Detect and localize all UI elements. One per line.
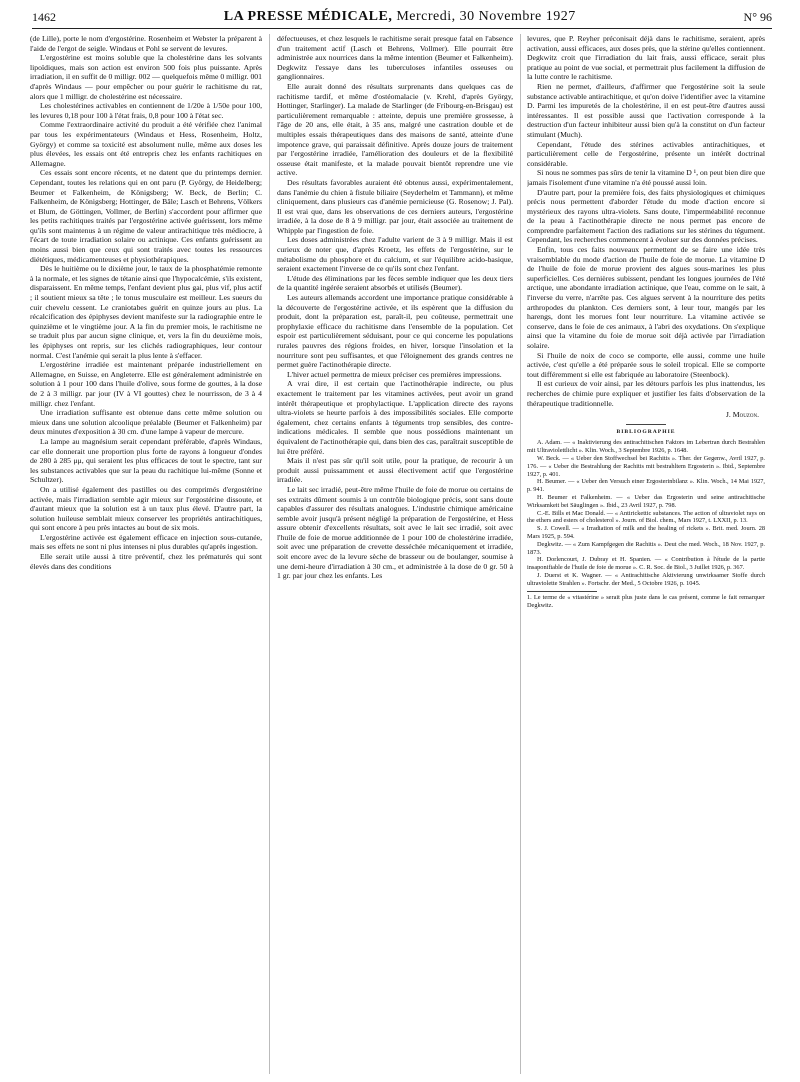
bibliography-entry: C.-E. Bills et Mac Donald. — « Antirickettic substances. The action of ultraviolet rays on the ethers and esters of cholesterol ». Journ. of Biol. chem., Mars 1927, t. LXXII, p. 13. [527, 509, 765, 525]
paragraph: levures, que P. Reyher préconisait déjà dans le rachitisme, seraient, après activation, aussi efficaces, aux doses près, que la stérine qu'elles contiennent. Degkwitz croit que l'irradiation du lait frais, aussi efficace, serait plus pratique au point de vue social, et permettrait plus facilement la diffusion de la lutte contre le rachitisme. [527, 34, 765, 82]
paragraph: Mais il n'est pas sûr qu'il soit utile, pour la pratique, de recourir à un produit aussi puissamment et aussi électivement actif que l'ergostérine irradiée. [277, 456, 513, 485]
paragraph: On a utilisé également des pastilles ou des comprimés d'ergostérine activée, mais l'irradiation semble agir mieux sur l'ergostérine dissoute, et d'autant mieux que la solution est à un taux plus élevé. D'autre part, la solution huileuse semblait mieux conserver les propriétés antirachitiques, qui sont encore à peu près intactes au bout de six mois. [30, 484, 262, 533]
paragraph: L'hiver actuel permettra de mieux préciser ces premières impressions. [287, 369, 502, 379]
paragraph: L'étude des éliminations par les fèces semble indiquer que les deux tiers de la quantité ingérée seraient absorbés et utilisés (Beumer). [277, 273, 513, 293]
paragraph: A vrai dire, il est certain que l'actinothérapie indirecte, ou plus exactement le traitement par les vitamines activées, peut avoir un grand intérêt thérapeutique et prophylactique. L'application directe des rayons ultra-violets se heurte parfois à des impossibilités sociales. Elle comporte également, chez certains enfants à téguments trop sensibles, des contre-indications médicales. Il semble que nous possédions maintenant un équivalent de l'actinothérapie qui, dans bien des cas, paraîtrait susceptible de lui être préféré. [277, 379, 513, 456]
paragraph: Dès le huitième ou le dixième jour, le taux de la phosphatémie remonte à la normale, et les signes de tétanie ainsi que l'hypocalcémie, s'ils existent, disparaissent. En même temps, l'enfant devient plus gai, plus vif, plus actif ; il soutient mieux sa tête ; le tonus musculaire est meilleur. Les sueurs du cuir chevelu cessent. Le craniotabes guérit en quinze jours au plus. La récalcification des épiphyses devient manifeste sur la radiographie entre le quinzième et le vingtième jour. A la fin du premier mois, le rachitisme ne se traduit plus par aucun signe clinique, et, vers la fin du deuxième mois, les épiphyses ont repris, sur les clichés radiographiques, leur contour normal. C'est l'anémie qui serait la plus lente à s'effacer. [30, 264, 262, 360]
paragraph: Comme l'extraordinaire activité du produit a été vérifiée chez l'animal par tous les expérimentateurs (Windaus et Hess, Rosenheim, Holtz, György) et comme sa toxicité est absolument nulle, même aux doses les plus élevées, les essais ont été entrepris chez les enfants rachitiques en Allemagne. [30, 120, 262, 168]
journal-title: LA PRESSE MÉDICALE, [223, 9, 393, 24]
article-column-2 [277, 34, 513, 1074]
bibliography-entry: J. Duerst et K. Wagner. — « Antirachitische Aktivierung unwirksamer Stoffe durch ultraviolette Strahlen ». Fortschr. der Med., 5 Octobre 1926, p. 1045. [527, 571, 765, 587]
column-divider [520, 34, 521, 1074]
author-signature: J. Mouzon. [725, 410, 759, 420]
bibliography-entry: Degkwitz. — « Zum Kampfgegen die Rachitis ». Deut che med. Woch., 18 Nov. 1927, p. 1873. [527, 540, 765, 556]
section-separator [626, 424, 666, 425]
paragraph: Elle serait utile aussi à titre préventif, chez les prématurés qui sont élevés dans des conditions [30, 552, 262, 571]
paragraph: L'ergostérine activée est également efficace en injection sous-cutanée, mais ses effets ne sont ni plus intenses ni plus durables qu'après ingestion. [30, 532, 262, 552]
paragraph: La lampe au magnésium serait cependant préférable, d'après Windaus, car elle donnerait une proportion plus forte de rayons à longueur d'ondes de 280 à 285 μμ, qui seraient les plus efficaces de tout le spectre, tant sur les substances activables que sur la peau du rachitique lui-même (Sonne et Schultzer). [30, 436, 262, 485]
bibliography-entry: H. Beumer. — « Ueber den Versuch einer Ergosterinbilanz ». Klin. Woch., 14 Mai 1927, p. 941. [527, 478, 765, 494]
article-column-1 [30, 34, 262, 1074]
bibliography-entry: A. Adam. — « Inaktivierung des antirachitischen Faktors im Lebertran durch Bestrahlen mit Ultraviolettlicht ». Klin. Woch., 3 Septembre 1926, p. 1648. [527, 439, 765, 455]
paragraph: L'ergostérine irradiée est maintenant préparée industriellement en Allemagne, en Suisse, en Angleterre. Elle est généralement administrée en solution à 1 pour 100 dans l'huile d'olive, sous forme de gouttes, à la dose de 2 à 3 milligr. par jour (IV à VI gouttes) chez le nourrisson, de 3 à 4 milligr. chez l'enfant. [30, 360, 262, 408]
bibliography-entry: H. Dorlencourt, J. Dubray et H. Spanien. — « Contribution à l'étude de la partie insaponifiable de l'huile de foie de morue ». C. R. Soc. de Biol., 3 Juillet 1926, p. 367. [527, 556, 765, 572]
paragraph: Elle aurait donné des résultats surprenants dans quelques cas de rachitisme tardif, et même d'ostéomalacie (v. Krehl, d'après György, Hottinger, Starlinger). La malade de Starlinger (de Fribourg-en-Brisgau) est particulièrement remarquable : atteinte, depuis une première grossesse, à l'âge de 20 ans, elle était, à 35 ans, malgré une castration double et de multiples essais thérapeutiques dans des maisons de santé, atteinte d'une impotence grave, qui paraissait définitive. Après douze jours de traitement par l'ergostérine irradiée, l'amélioration des douleurs et de la flexibilité osseuse était manifeste, et la malade pouvait bientôt reprendre une vie active. [277, 81, 513, 178]
paragraph: Les auteurs allemands accordent une importance pratique considérable à la découverte de l'ergostérine activée, et ils espèrent que la diffusion du produit, dont la préparation est, paraît-il, peu coûteuse, permettrait une prophylaxie efficace du rachitisme dans l'ensemble de la population. Cet espoir est particulièrement séduisant, pour ce qui concerne les populations rurales pauvres des régions froides, en hiver, lorsque l'insolation et la nourriture sont peu suffisantes, et que l'éloignement des grands centres ne permet guère l'actinothérapie directe. [277, 293, 513, 370]
paragraph: Les doses administrées chez l'adulte varient de 3 à 9 milligr. Mais il est curieux de noter que, d'après Kroetz, les effets de l'ergostérine, sur le métabolisme du phosphore et du calcium, et sur l'équilibre acido-basique, seraient exactement l'inverse de ce qu'ils sont chez l'enfant. [277, 235, 513, 274]
column-divider [269, 34, 270, 1074]
article-column-3 [527, 34, 765, 1074]
paragraph: Rien ne permet, d'ailleurs, d'affirmer que l'ergostérine soit la seule substance activable antirachitique, et qu'on doive l'identifier avec la vitamine D. Parmi les impuretés de la cholestérine, il en est peut-être d'autres aussi intéressantes. Il est possible aussi que l'activation corresponde à la destruction d'un facteur inhibiteur aussi bien qu'à la constitut on d'un facteur stimulant (Much). [527, 81, 765, 139]
issue-number: N° 96 [743, 9, 772, 24]
paragraph: D'autre part, pour la première fois, des faits physiologiques et chimiques précis nous permettent d'aborder l'étude du mode d'action encore si mystérieux des rayons ultra-violets. Sans doute, l'imperméabilité reconnue de la peau à l'actinothérapie directe ne nous permet pas encore de comprendre parfaitement l'action des radiations sur les stérines du tégument. Cependant, les recherches commencent à évoluer sur des données précises. [527, 187, 765, 245]
issue-date: Mercredi, 30 Novembre 1927 [396, 9, 576, 24]
paragraph: Les cholestérines activables en contiennent de 1/20e à 1/50e pour 100, les levures 0,18 pour 100 à l'état frais, 0,8 pour 100 à l'état sec. [30, 101, 262, 120]
page-header [32, 6, 772, 29]
paragraph: Enfin, tous ces faits nouveaux permettent de se faire une idée très vraisemblable du mode d'action de l'huile de foie de morue. La vitamine D de l'huile de foie de morue provient des algues sous-marines les plus superficielles. Ces dernières subissent, pendant les longues journées de l'été arctique, une abondante irradiation actinique, que l'eau, comme on le sait, à l'inverse du verre, n'arrête pas. Ces algues servent à la nourriture des petits arthropodes du plankton. Ces derniers sont, à leur tour, mangés par les harengs, dont les morues font leur nourriture. La vitamine activée se conserve, dans le foie de ces animaux, à l'abri des oxydations. On s'explique ainsi que la vitamine du foie de morue soit déjà activée par l'irradiation solaire. [527, 245, 765, 350]
paragraph: L'ergostérine est moins soluble que la cholestérine dans les solvants lipoïdiques, mais son action est environ 500 fois plus puissante. Après irradiation, il en suffit de 0 milligr. 002 — quelquefois même 0 milligr. 001 d'après Windaus — pour empêcher ou pour guérir le rachitisme du rat, alors que 1 milligr. de cholestérine est nécessaire. [30, 53, 262, 101]
journal-header [224, 9, 576, 25]
paragraph: Le lait sec irradié, peut-être même l'huile de foie de morue ou certains de ses extraits dûment soumis à un contrôle biologique précis, sont sans doute capables d'assurer des résultats analogues. L'industrie chimique américaine semble avoir jusqu'à présent négligé la préparation de l'ergostérine, et Hess assure obtenir d'excellents résultats, soit avec le lait sec irradié, soit avec l'huile de foie de morue additionnée de 1 pour 100 de cholestérine irradiée, soit avec une préparation de crevette desséchée mécaniquement et irradiée, soit encore avec de la levure sèche de brasseur ou de boulanger, soumise à une demi-heure d'irradiation à 30 cm., et administrée à la dose de 0 gr. 50 à 1 gr. par jour chez les enfants. Les [277, 484, 513, 581]
paragraph: défectueuses, et chez lesquels le rachitisme serait presque fatal en l'absence d'un traitement actif (Lasch et Behrens, Vollmer). Elle pourrait être administrée aux nourrices dans la même intention (Beumer et Falkenheim). Degkwitz l'essaye dans les tuberculoses infantiles osseuses ou ganglionnaires. [277, 34, 513, 82]
footnote: 1. Le terme de « vitastérine » serait plus juste dans le cas présent, comme le fait remarquer Degkwitz. [527, 594, 765, 610]
paragraph: Des résultats favorables auraient été obtenus aussi, expérimentalement, dans l'anémie du chien à fistule biliaire (Seyderhelm et Tammann), et même cliniquement, dans plusieurs cas d'anémie pernicieuse (G. Rosenow; J. Pal). Il est vrai que, dans les observations de ces derniers auteurs, l'ergostérine irradiée, à la dose de 8 à 9 milligr. par jour, était associée au traitement de Whipple par l'ingestion de foie. [277, 177, 513, 235]
bibliography-entry: W. Beck. — « Ueber den Stoffwechsel bei Rachitis ». Ther. der Gegenw., Avril 1927, p. 176. — « Ueber die Bestrahlung der Rachitis mit bestrahltem Ergosterin ». Ibid., Septembre 1927, p. 401. [527, 454, 765, 478]
paragraph: Il est curieux de voir ainsi, par les détours parfois les plus inattendus, les recherches de chimie pure expliquer et justifier les faits d'observation de la thérapeutique traditionnelle. [527, 379, 765, 408]
paragraph: Ces essais sont encore récents, et ne datent que du printemps dernier. Cependant, toutes les relations qui en ont paru (P. György, de Heidelberg; Beumer et Falkenheim, de Königsberg; W. Beck, de Berlin; C. Falkenheim, de Königsberg; Hottinger, de Bâle; Lasch et Behrens, Völkers et Blum, de Göttingen, Vollmer, de Berlin) s'accordent pour affirmer que les petits rachitiques traités par l'ergostérine activée guérissent, lors même qu'ils sont maintenus à un régime de valeur antirachitique très médiocre, à l'écart de toute irradiation solaire ou actinique. Ces enfants guérissent au moins aussi bien que ceux qui sont traités avec toutes les ressources diététiques, médicamenteuses et physiothérapiques. [30, 168, 262, 264]
bibliography-title: BIBLIOGRAPHIE [616, 428, 676, 435]
paragraph: Si nous ne sommes pas sûrs de tenir la vitamine D ¹, on peut bien dire que jamais l'isolement d'une vitamine n'a été poussé aussi loin. [527, 168, 765, 187]
bibliography-entry: H. Beumer et Falkenheim. — « Ueber das Ergosterin und seine antirachitische Wirksamkeit bei Säuglingen ». Ibid., 23 Avril 1927, p. 798. [527, 493, 765, 509]
paragraph: Si l'huile de noix de coco se comporte, elle aussi, comme une huile activée, c'est qu'elle a été préparée sous le soleil tropical. Elle se comporte tout différemment si elle est fabriquée au laboratoire (Steenbock). [527, 350, 765, 379]
bibliography-entry: S. J. Cowell. — « Irradiation of milk and the healing of rickets ». Brit. med. Journ. 28 Mars 1925, p. 594. [527, 525, 765, 540]
paragraph: Cependant, l'étude des stérines activables antirachitiques, et particulièrement celle de l'ergostérine, présente un intérêt doctrinal considérable. [527, 139, 765, 168]
bibliography [527, 439, 765, 587]
page-number: 1462 [32, 9, 56, 24]
footnote-rule [527, 591, 597, 592]
paragraph: (de Lille), porte le nom d'ergostérine. Rosenheim et Webster la préparent à l'aide de l'ergot de seigle. Windaus et Pohl se servent de levures. [30, 34, 262, 53]
paragraph: Une irradiation suffisante est obtenue dans cette même solution ou mieux dans une solution alcoolique préalable (Beumer et Falkenheim) par deux minutes d'exposition à 30 cm. d'une lampe à vapeur de mercure. [30, 408, 262, 437]
